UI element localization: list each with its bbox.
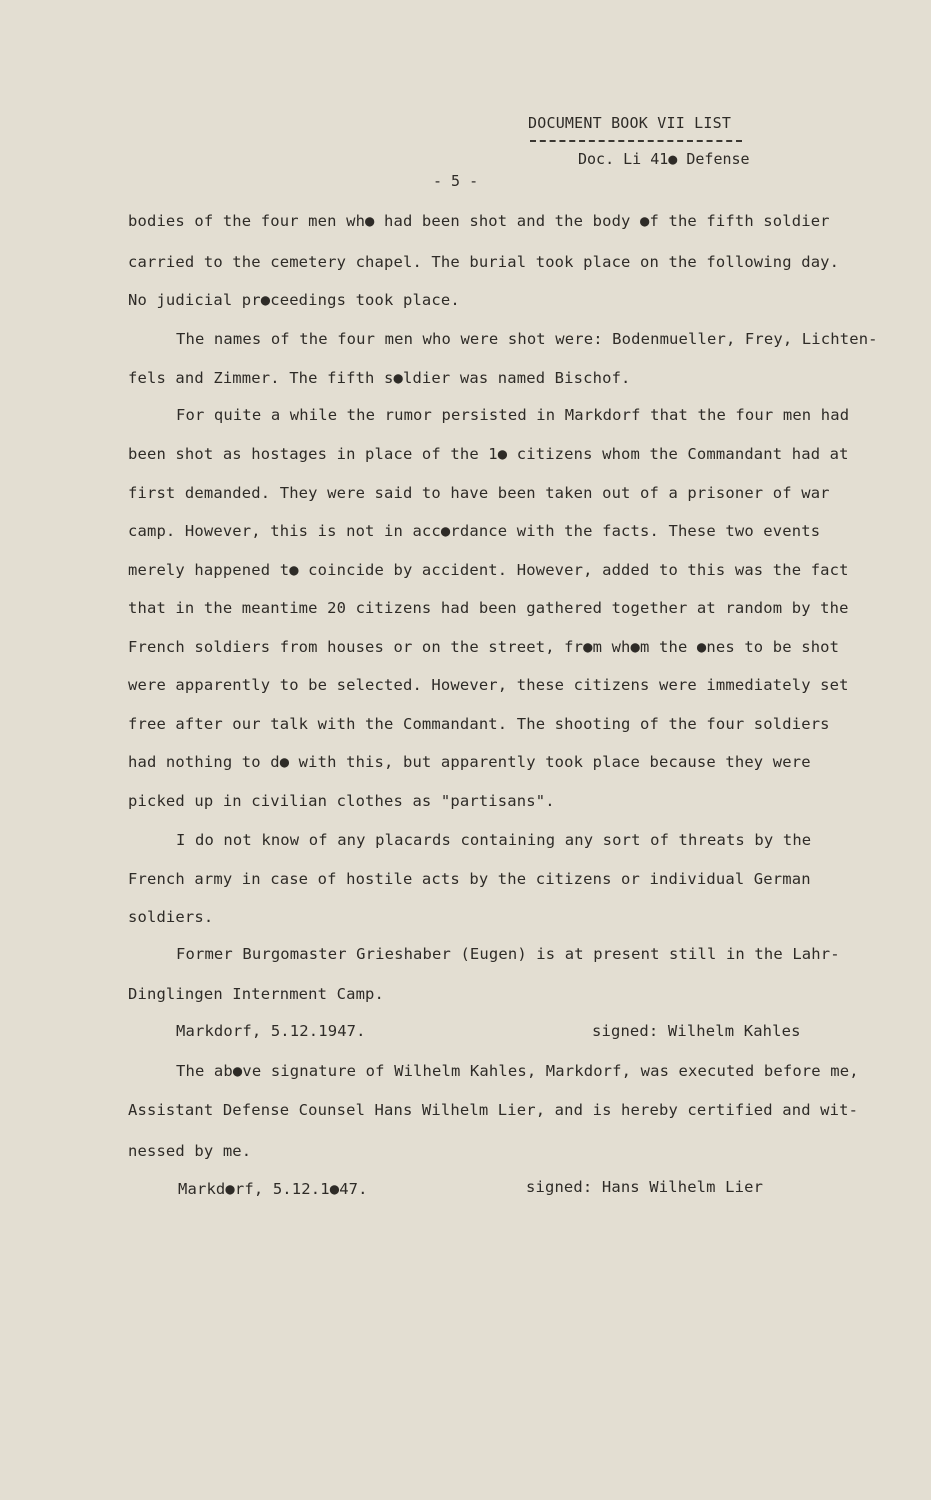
body-line-1: bodies of the four men wh● had been shot and the body ●f the fifth soldier bbox=[128, 212, 830, 230]
body-line-2: carried to the cemetery chapel. The burial took place on the following day. bbox=[128, 253, 840, 271]
body-line-19: soldiers. bbox=[128, 908, 214, 926]
body-line-7: been shot as hostages in place of the 1● citizens whom the Commandant had at bbox=[128, 445, 849, 463]
body-line-8: first demanded. They were said to have been taken out of a prisoner of war bbox=[128, 484, 830, 502]
body-line-21: Dinglingen Internment Camp. bbox=[128, 985, 385, 1003]
body-line-17: I do not know of any placards containing any sort of threats by the bbox=[176, 831, 812, 849]
document-heading: DOCUMENT BOOK VII LIST bbox=[528, 114, 732, 132]
body-line-12: French soldiers from houses or on the street, fr●m wh●m the ●nes to be shot bbox=[128, 638, 840, 656]
body-line-24: The ab●ve signature of Wilhelm Kahles, Markdorf, was executed before me, bbox=[176, 1062, 859, 1080]
body-line-25: Assistant Defense Counsel Hans Wilhelm Lier, and is hereby certified and wit- bbox=[128, 1101, 859, 1119]
body-line-9: camp. However, this is not in acc●rdance with the facts. These two events bbox=[128, 522, 821, 540]
body-line-14: free after our talk with the Commandant. The shooting of the four soldiers bbox=[128, 715, 830, 733]
body-line-11: that in the meantime 20 citizens had been gathered together at random by the bbox=[128, 599, 849, 617]
body-line-15: had nothing to d● with this, but apparently took place because they were bbox=[128, 753, 811, 771]
body-line-18: French army in case of hostile acts by the citizens or individual German bbox=[128, 870, 811, 888]
body-line-6: For quite a while the rumor persisted in Markdorf that the four men had bbox=[176, 406, 850, 424]
signature-lier: signed: Hans Wilhelm Lier bbox=[526, 1178, 764, 1196]
place-date-2: Markd●rf, 5.12.1●47. bbox=[178, 1180, 368, 1198]
heading-underline bbox=[530, 140, 742, 142]
body-line-5: fels and Zimmer. The fifth s●ldier was named Bischof. bbox=[128, 369, 631, 387]
body-line-20: Former Burgomaster Grieshaber (Eugen) is at present still in the Lahr- bbox=[176, 945, 840, 963]
page-number: - 5 - bbox=[433, 172, 479, 190]
document-reference: Doc. Li 41● Defense bbox=[578, 150, 750, 168]
place-date-1: Markdorf, 5.12.1947. bbox=[176, 1022, 366, 1040]
signature-kahles: signed: Wilhelm Kahles bbox=[592, 1022, 801, 1040]
body-line-3: No judicial pr●ceedings took place. bbox=[128, 291, 460, 309]
body-line-4: The names of the four men who were shot were: Bodenmueller, Frey, Lichten- bbox=[176, 330, 878, 348]
body-line-13: were apparently to be selected. However, these citizens were immediately set bbox=[128, 676, 849, 694]
body-line-10: merely happened t● coincide by accident. However, added to this was the fact bbox=[128, 561, 849, 579]
body-line-26: nessed by me. bbox=[128, 1142, 252, 1160]
body-line-16: picked up in civilian clothes as "partisans". bbox=[128, 792, 555, 810]
